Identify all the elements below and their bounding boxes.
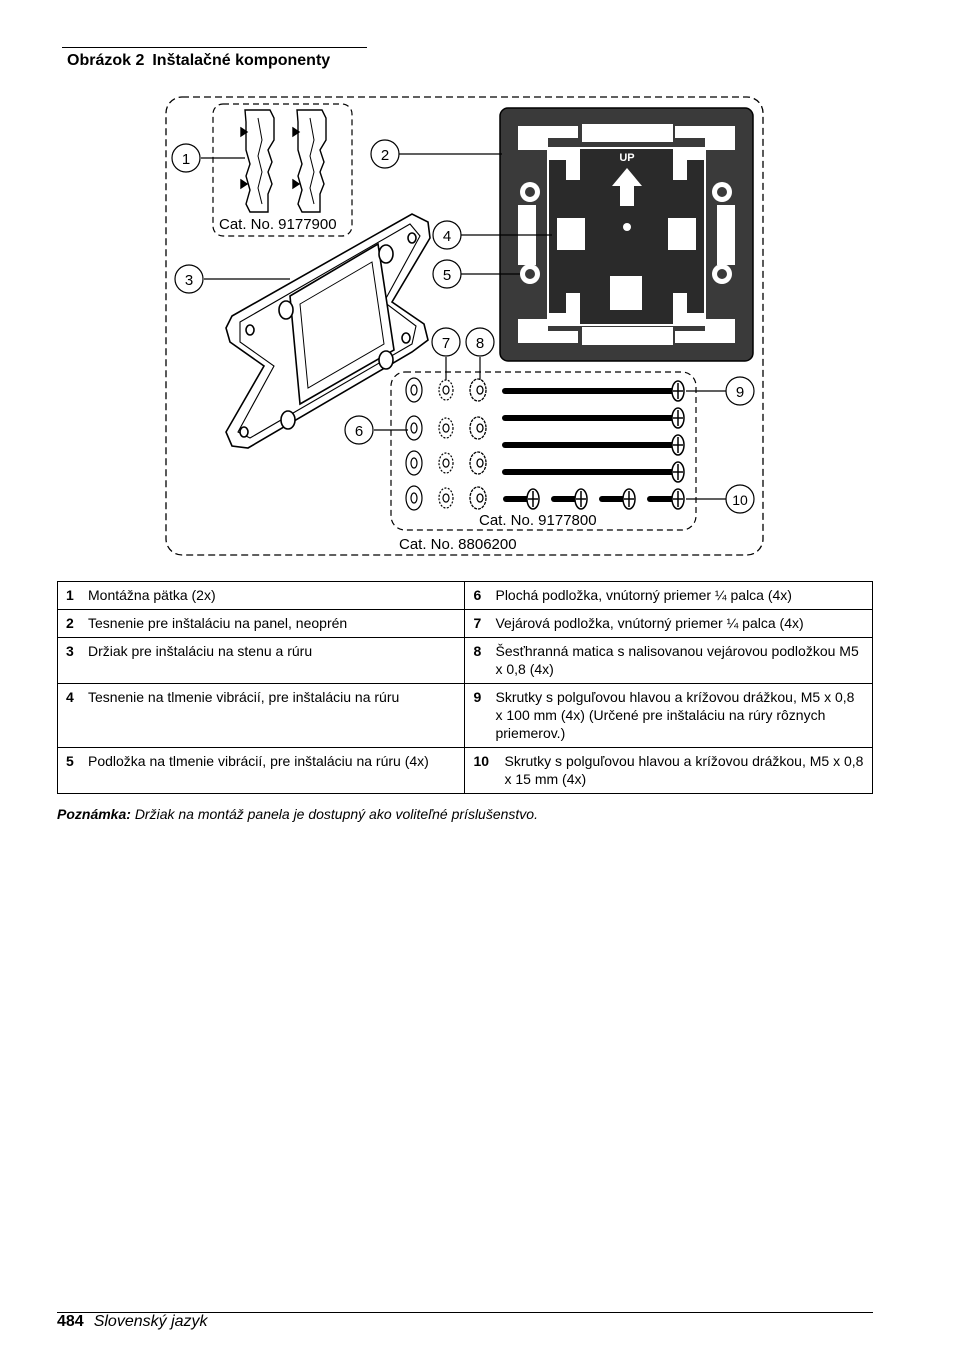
legend-number: 6 [473,587,482,603]
callout-7 [432,328,460,356]
legend-cell [465,582,873,610]
figure-caption: Inštalačné komponenty [152,52,331,69]
callout-6 [345,416,373,444]
page-footer [57,1313,208,1331]
legend-number: 8 [473,643,482,659]
legend-cell [465,684,873,748]
callout-3 [175,265,203,293]
installation-components-diagram [0,0,954,570]
legend-number: 1 [66,587,74,603]
legend-row [58,582,873,610]
callout-8 [466,328,494,356]
svg-text:6: 6 [354,423,364,440]
legend-text: Tesnenie pre inštaláciu na panel, neoprén [88,615,348,631]
legend-text: Šesťhranná matica s nalisovanou vejárovou podložkou M5 x 0,8 (4x) [495,643,859,677]
legend-cell [58,684,465,748]
legend-cell [58,610,465,638]
wall-pipe-bracket-icon [226,214,430,448]
legend-row [58,638,873,684]
legend-row [58,610,873,638]
legend-number: 2 [66,615,74,631]
callout-1 [172,144,200,172]
note-text: Držiak na montáž panela je dostupný ako voliteľné príslušenstvo. [134,806,538,822]
legend-text: Držiak pre inštaláciu na stenu a rúru [88,643,313,659]
cat-no-clips: Cat. No. 9177900 [219,216,337,233]
legend-text: Vejárová podložka, vnútorný priemer ¼ palca (4x) [495,615,804,631]
legend-text: Plochá podložka, vnútorný priemer ¼ palca (4x) [495,587,792,603]
svg-text:1: 1 [181,151,191,168]
legend-number: 3 [66,643,74,659]
star-washer-icon [439,380,453,508]
page-number: 484 [57,1313,84,1330]
svg-text:2: 2 [380,147,390,164]
figure-label: Obrázok 2 [67,52,145,69]
legend-text: Montážna pätka (2x) [88,587,216,603]
mounting-foot-icon [293,110,326,212]
legend-cell [465,748,873,794]
short-screw-icon [506,489,684,509]
legend-cell [58,582,465,610]
note [57,806,538,822]
legend-row [58,684,873,748]
cat-no-kit: Cat. No. 8806200 [399,536,517,553]
legend-row [58,748,873,794]
legend-number: 7 [473,615,482,631]
legend-text: Skrutky s polguľovou hlavou a krížovou drážkou, M5 x 0,8 x 15 mm (4x) [504,753,864,787]
callout-10 [726,485,754,513]
footer-language: Slovenský jazyk [93,1313,208,1330]
hex-nut-icon [470,379,486,509]
legend-cell [465,638,873,684]
long-screw-icon [505,381,684,482]
legend-text: Skrutky s polguľovou hlavou a krížovou drážkou, M5 x 0,8 x 100 mm (4x) (Určené pre inštaláciu na rúry rôznych priemerov.) [495,689,855,741]
svg-text:8: 8 [475,335,485,352]
legend-number: 5 [66,753,74,769]
note-label: Poznámka: [57,806,131,822]
svg-text:3: 3 [184,272,194,289]
svg-text:5: 5 [442,267,452,284]
legend-number: 4 [66,689,74,705]
cat-no-hardware: Cat. No. 9177800 [479,512,597,529]
up-label: UP [619,152,635,164]
legend-table [57,581,873,794]
callout-4 [433,221,461,249]
svg-text:9: 9 [735,384,745,401]
legend-number: 10 [473,753,490,769]
svg-text:4: 4 [442,228,452,245]
legend-cell [465,610,873,638]
legend-cell [58,748,465,794]
hardware-group-boundary [391,372,696,530]
callout-2 [371,140,399,168]
legend-number: 9 [473,689,482,705]
callout-5 [433,260,461,288]
legend-text: Podložka na tlmenie vibrácií, pre inštaláciu na rúru (4x) [88,753,429,769]
svg-text:10: 10 [732,492,748,508]
legend-text: Tesnenie na tlmenie vibrácií, pre inštaláciu na rúru [88,689,400,705]
svg-text:7: 7 [441,335,451,352]
mounting-foot-icon [241,110,274,212]
legend-cell [58,638,465,684]
flat-washer-icon [406,378,422,510]
callout-9 [726,377,754,405]
